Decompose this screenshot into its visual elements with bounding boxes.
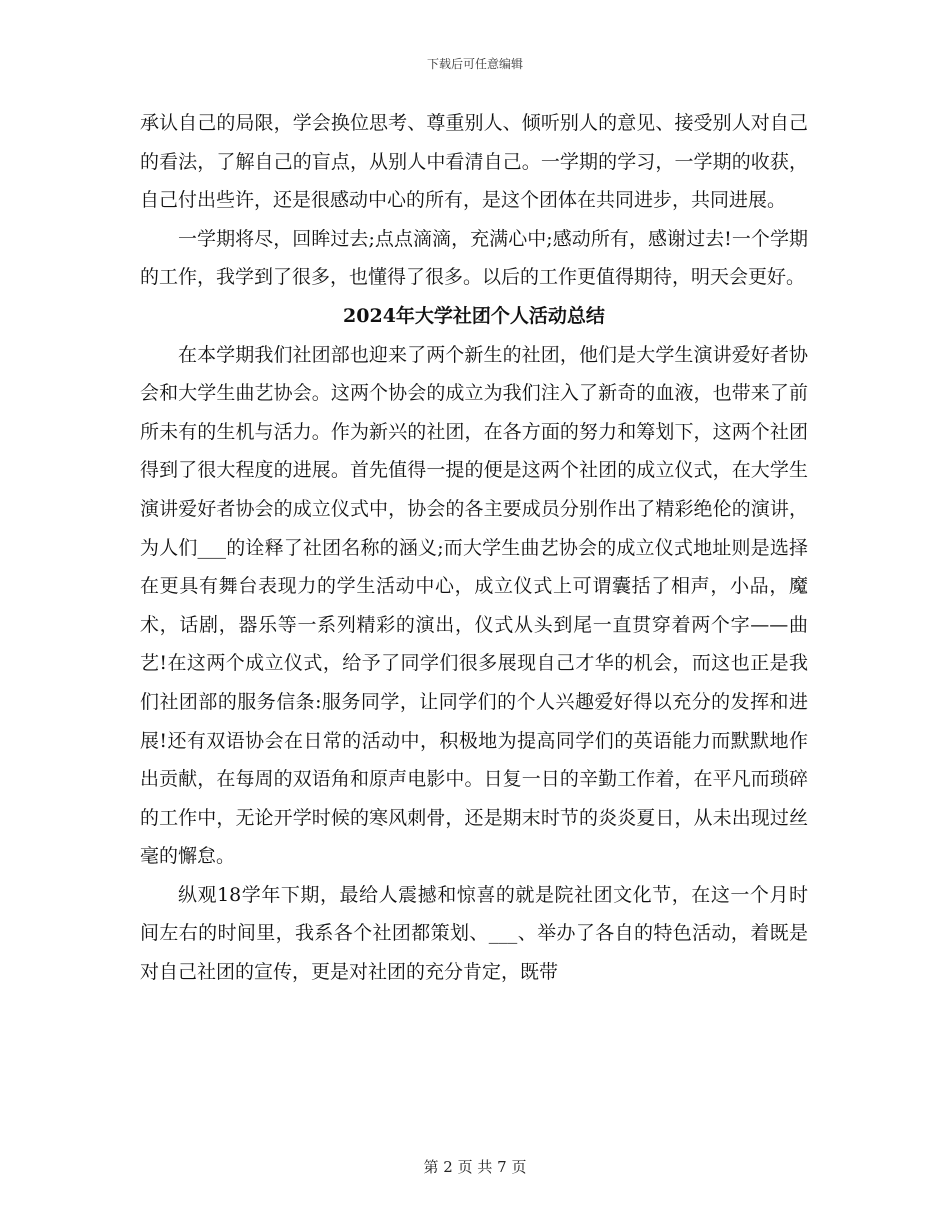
paragraph-culture-festival: 纵观18学年下期，最给人震撼和惊喜的就是院社团文化节，在这一个月时间左右的时间里，我系各个社团都策划、___、举办了各自的特色活动，着既是对自己社团的宣传，更是对社团的充分肯定，既带	[140, 883, 808, 984]
paragraph-semester-end: 一学期将尽，回眸过去;点点滴滴，充满心中;感动所有，感谢过去!一个学期的工作，我学到了很多，也懂得了很多。以后的工作更值得期待，明天会更好。	[140, 227, 808, 289]
document-body	[140, 104, 808, 992]
page-header: 下载后可任意编辑	[426, 57, 523, 71]
section-title: 2024年大学社团个人活动总结	[343, 304, 605, 327]
page-number: 第 2 页 共 7 页	[423, 1158, 527, 1176]
paragraph-self-reflection: 承认自己的局限，学会换位思考、尊重别人、倾听别人的意见、接受别人对自己的看法，了解自己的盲点，从别人中看清自己。一学期的学习，一学期的收获，自己付出些许，还是很感动中心的所有，是这个团体在共同进步，共同进展。	[140, 112, 808, 212]
paragraph-new-clubs: 在本学期我们社团部也迎来了两个新生的社团，他们是大学生演讲爱好者协会和大学生曲艺协会。这两个协会的成立为我们注入了新奇的血液，也带来了前所未有的生机与活力。作为新兴的社团，在各方面的努力和筹划下，这两个社团得到了很大程度的进展。首先值得一提的便是这两个社团的成立仪式，在大学生演讲爱好者协会的成立仪式中，协会的各主要成员分别作出了精彩绝伦的演讲，为人们___的诠释了社团名称的涵义;而大学生曲艺协会的成立仪式地址则是选择在更具有舞台表现力的学生活动中心，成立仪式上可谓囊括了相声，小品，魔术，话剧，器乐等一系列精彩的演出，仪式从头到尾一直贯穿着两个字——曲艺!在这两个成立仪式，给予了同学们很多展现自己才华的机会，而这也正是我们社团部的服务信条:服务同学，让同学们的个人兴趣爱好得以充分的发挥和进展!还有双语协会在日常的活动中，积极地为提高同学们的英语能力而默默地作出贡献，在每周的双语角和原声电影中。日复一日的辛勤工作着，在平凡而琐碎的工作中，无论开学时候的寒风刺骨，还是期末时节的炎炎夏日，从未出现过丝毫的懈怠。	[140, 343, 808, 868]
